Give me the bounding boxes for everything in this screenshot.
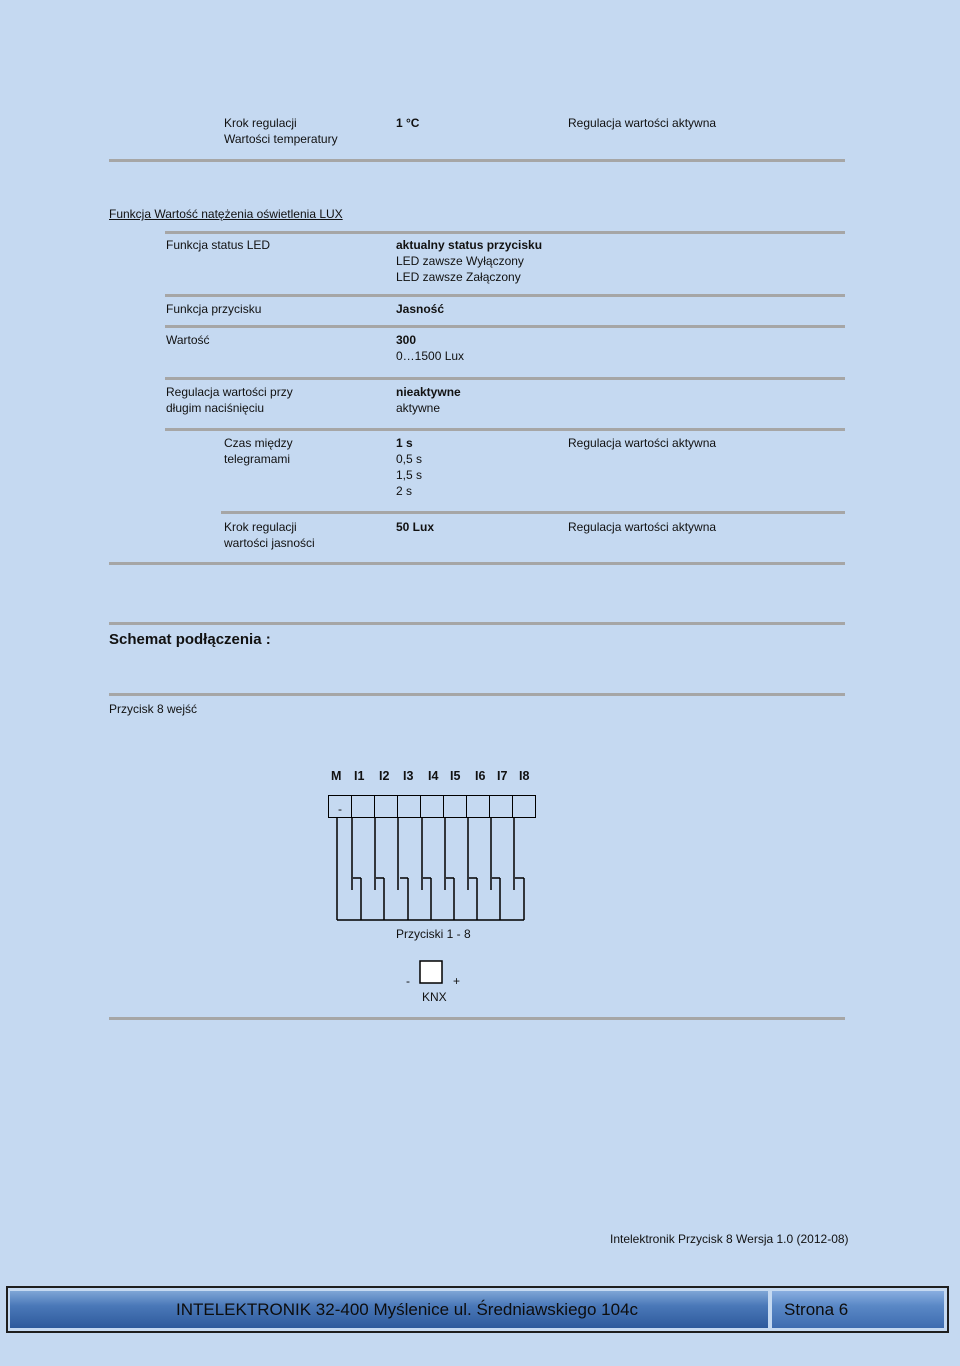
button-function-label: Funkcja przycisku bbox=[166, 302, 262, 316]
terminal-label-i7: I7 bbox=[497, 769, 508, 783]
brightness-step-label-1: Krok regulacji bbox=[224, 520, 297, 534]
long-press-option-1: nieaktywne bbox=[396, 385, 461, 399]
telegram-option-1: 1 s bbox=[396, 436, 413, 450]
telegram-label-1: Czas między bbox=[224, 436, 293, 450]
knx-plus: + bbox=[453, 974, 461, 988]
value-label: Wartość bbox=[166, 333, 210, 347]
button-function-value: Jasność bbox=[396, 302, 445, 316]
long-press-option-2: aktywne bbox=[396, 401, 441, 415]
temp-step-label-2: Wartości temperatury bbox=[224, 132, 338, 146]
terminal-label-i2: I2 bbox=[379, 769, 390, 783]
temp-step-note: Regulacja wartości aktywna bbox=[568, 116, 717, 130]
terminal-label-i3: I3 bbox=[403, 769, 414, 783]
terminal-label-i1: I1 bbox=[354, 769, 365, 783]
input-wires bbox=[352, 818, 514, 890]
footer-address: INTELEKTRONIK 32-400 Myślenice ul. Średniawskiego 104c bbox=[10, 1291, 768, 1328]
switch-group bbox=[353, 878, 524, 920]
section-title: Funkcja Wartość natężenia oświetlenia LUX bbox=[109, 207, 343, 221]
led-status-option-1: aktualny status przycisku bbox=[396, 238, 543, 252]
brightness-step-label-2: wartości jasności bbox=[224, 536, 315, 550]
telegram-note: Regulacja wartości aktywna bbox=[568, 436, 717, 450]
knx-connector bbox=[420, 961, 442, 983]
telegram-option-3: 1,5 s bbox=[396, 468, 423, 482]
led-status-option-3: LED zawsze Załączony bbox=[396, 270, 521, 284]
led-status-label: Funkcja status LED bbox=[166, 238, 271, 252]
footer-page-number: Strona 6 bbox=[772, 1291, 944, 1328]
value-range: 0…1500 Lux bbox=[396, 349, 465, 363]
schema-title: Schemat podłączenia : bbox=[109, 631, 271, 648]
terminal-cell-m: - bbox=[329, 796, 352, 817]
brightness-step-note: Regulacja wartości aktywna bbox=[568, 520, 717, 534]
terminal-label-i6: I6 bbox=[475, 769, 486, 783]
buttons-label: Przyciski 1 - 8 bbox=[396, 927, 471, 941]
long-press-label-1: Regulacja wartości przy bbox=[166, 385, 293, 399]
schema-subtitle: Przycisk 8 wejść bbox=[109, 702, 198, 716]
value-value: 300 bbox=[396, 333, 417, 347]
terminal-label-i5: I5 bbox=[450, 769, 461, 783]
led-status-option-2: LED zawsze Wyłączony bbox=[396, 254, 524, 268]
telegram-option-2: 0,5 s bbox=[396, 452, 423, 466]
telegram-option-4: 2 s bbox=[396, 484, 413, 498]
knx-label: KNX bbox=[422, 990, 447, 1004]
terminal-label-i8: I8 bbox=[519, 769, 530, 783]
long-press-label-2: długim naciśnięciu bbox=[166, 401, 265, 415]
terminal-label-m: M bbox=[331, 769, 342, 783]
brightness-step-value: 50 Lux bbox=[396, 520, 435, 534]
telegram-label-2: telegramami bbox=[224, 452, 291, 466]
temp-step-label-1: Krok regulacji bbox=[224, 116, 297, 130]
version-text: Intelektronik Przycisk 8 Wersja 1.0 (2012-08) bbox=[610, 1232, 849, 1246]
temp-step-value: 1 °C bbox=[396, 116, 420, 130]
terminal-label-i4: I4 bbox=[428, 769, 439, 783]
knx-minus: - bbox=[406, 974, 410, 988]
divider bbox=[109, 1017, 845, 1020]
